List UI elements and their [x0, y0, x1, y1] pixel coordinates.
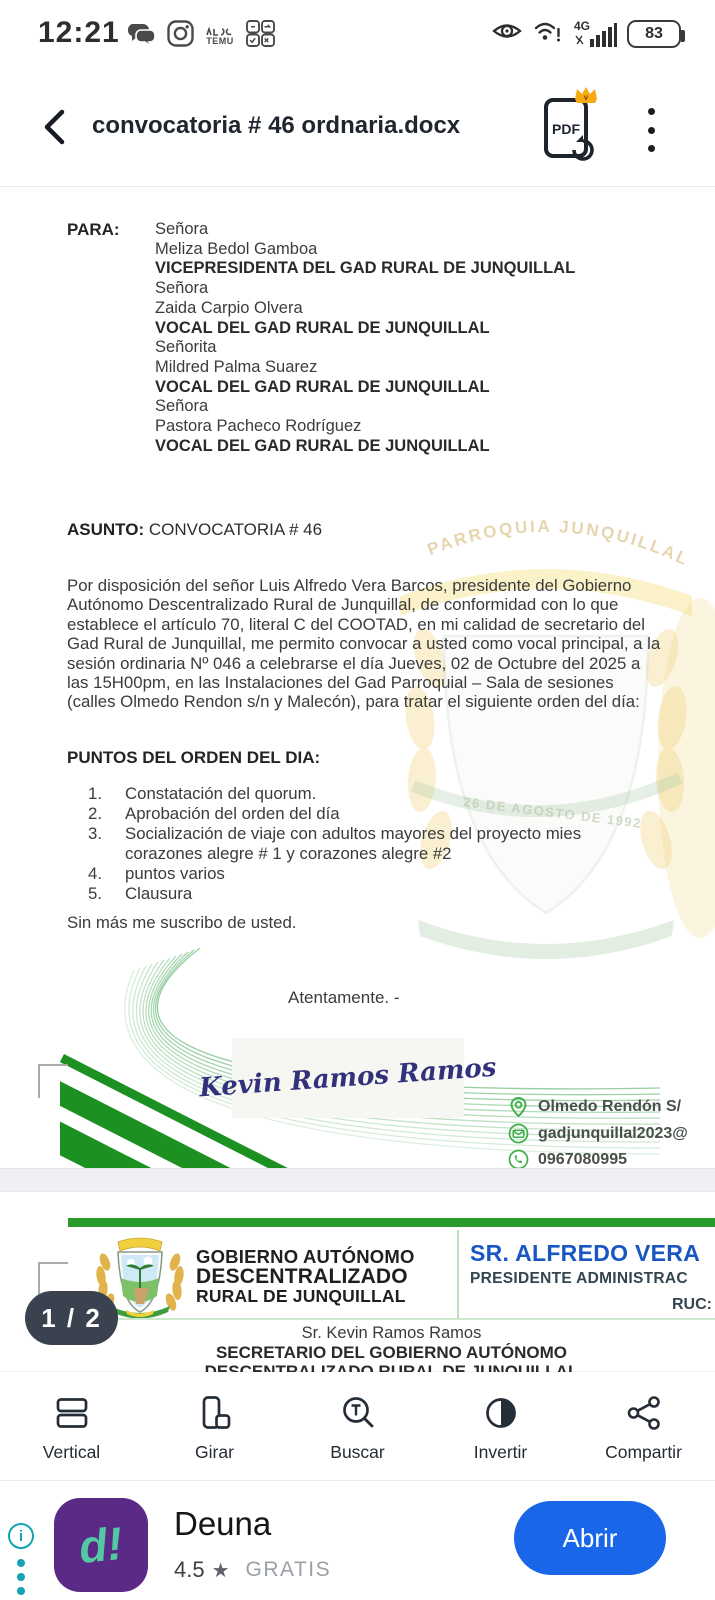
- recipient-line: Pastora Pacheco Rodríguez: [155, 417, 362, 436]
- recipient-line: Señorita: [155, 338, 217, 357]
- ad-price-label: GRATIS: [245, 1558, 332, 1581]
- deuna-logo-glyph: d!: [76, 1516, 126, 1574]
- footer-org-name: [196, 1247, 415, 1305]
- agenda-number: 5.: [88, 884, 102, 903]
- agenda-number: 2.: [88, 804, 102, 823]
- battery-level: 83: [645, 24, 663, 42]
- signature-handwriting: Kevin Ramos Ramos: [198, 1052, 498, 1104]
- wifi-icon: [533, 18, 563, 49]
- contact-phone-row: [508, 1149, 688, 1170]
- agenda-list: [88, 784, 628, 904]
- svg-text:26 DE AGOSTO DE 1992: 26 DE AGOSTO DE 1992: [462, 794, 643, 831]
- agenda-text: Constatación del quorum.: [125, 784, 317, 803]
- president-title: PRESIDENTE ADMINISTRAC: [470, 1270, 688, 1287]
- app-header: [0, 70, 715, 187]
- ad-handle-dot: [17, 1559, 25, 1567]
- eye-icon: [491, 19, 523, 48]
- toolbar-label: Compartir: [605, 1442, 682, 1462]
- salutation: Atentamente. -: [288, 988, 400, 1007]
- contact-email: gadjunquillal2023@: [538, 1124, 688, 1142]
- agenda-number: 1.: [88, 784, 102, 803]
- body-paragraph: Por disposición del señor Luis Alfredo Vera Barcos, presidente del Gobierno Autónomo Descentralizado Rural de Junquillal, de conformidad con lo que establece el artículo 70, literal C del COOTAD, en mi calidad de secretario del Gad Rural de Junquillal, me permito convocar a usted como vocal principal, a la sesión ordinaria Nº 046 a celebrarse el día Jueves, 02 de Octubre del 2025 a las 15H00pm, en las Instalaciones del Gad Parroquial – Sala de sesiones (calles Olmedo Rendon s/n y Malecón), para tratar el siguiente orden del día:: [67, 576, 661, 712]
- ad-handle-dot: [17, 1587, 25, 1595]
- menu-dot: [648, 145, 655, 152]
- toolbar-search-button[interactable]: [286, 1372, 429, 1480]
- recipient-line: Señora: [155, 397, 209, 416]
- signal-strength-icon: [573, 19, 617, 49]
- toolbar-label: Vertical: [42, 1442, 101, 1462]
- battery-nub: [681, 30, 685, 42]
- para-label: PARA:: [67, 220, 120, 239]
- footer-rule: [68, 1318, 715, 1320]
- premium-crown-badge: [574, 86, 598, 104]
- recipient-line: VICEPRESIDENTA DEL GAD RURAL DE JUNQUILLAL: [155, 259, 576, 278]
- phone-icon: [508, 1149, 529, 1170]
- agenda-item: [88, 884, 628, 904]
- org-line: RURAL DE JUNQUILLAL: [196, 1286, 406, 1306]
- toolbar-vertical-button[interactable]: [0, 1372, 143, 1480]
- textbox-corner-mark: [38, 1064, 68, 1098]
- subject-value: CONVOCATORIA # 46: [148, 520, 323, 539]
- viewer-toolbar: [0, 1372, 715, 1480]
- share-icon: [624, 1393, 664, 1433]
- chat-bubble-icon: [128, 21, 156, 52]
- contact-address-row: [508, 1096, 688, 1118]
- subject-line: [67, 520, 322, 540]
- open-app-button[interactable]: [514, 1501, 666, 1575]
- secretary-name: Sr. Kevin Ramos Ramos: [301, 1324, 482, 1342]
- recipient-line: Meliza Bedol Gamboa: [155, 239, 318, 258]
- closing-line: Sin más me suscribo de usted.: [67, 913, 297, 932]
- clock: 12:21: [38, 16, 120, 49]
- letterhead-contact-block: [508, 1096, 688, 1175]
- page-separator: [0, 1168, 715, 1192]
- agenda-text: puntos varios: [125, 864, 225, 883]
- president-name: SR. ALFREDO VERA: [470, 1240, 701, 1266]
- toolbar-share-button[interactable]: [572, 1372, 715, 1480]
- recipient-line: VOCAL DEL GAD RURAL DE JUNQUILLAL: [155, 436, 490, 455]
- back-button[interactable]: [40, 108, 70, 146]
- temu-icon: TEMU: [205, 27, 235, 46]
- agenda-item: [88, 804, 628, 824]
- rotate-icon: [195, 1393, 235, 1433]
- pdf-label: PDF: [552, 121, 580, 137]
- agenda-text: Aprobación del orden del día: [125, 804, 340, 823]
- svg-text:PARROQUIA JUNQUILLAL: PARROQUIA JUNQUILLAL: [424, 516, 693, 570]
- battery-icon: [627, 20, 681, 48]
- location-pin-icon: [508, 1096, 529, 1118]
- recipient-line: Señora: [155, 220, 209, 238]
- menu-dot: [648, 127, 655, 134]
- network-type-label: 4G: [574, 18, 591, 33]
- svg-text:v: v: [583, 93, 589, 102]
- recipient-line: Señora: [155, 279, 209, 298]
- status-icons-right: [491, 18, 681, 49]
- org-line: DESCENTRALIZADO: [196, 1265, 408, 1288]
- ad-app-name: Deuna: [174, 1505, 272, 1542]
- footer-president-block: [470, 1240, 715, 1314]
- ad-banner[interactable]: [0, 1480, 715, 1600]
- contact-phone: 0967080995: [538, 1150, 627, 1168]
- recipient-list: [155, 220, 575, 456]
- signature-image: [198, 1038, 498, 1118]
- recipient-line: Mildred Palma Suarez: [155, 357, 318, 376]
- ad-handle-dot: [17, 1573, 25, 1581]
- agenda-number: 3.: [88, 824, 102, 843]
- menu-dot: [648, 108, 655, 115]
- page-indicator: [25, 1291, 118, 1345]
- agenda-text: Socialización de viaje con adultos mayores del proyecto mies corazones alegre # 1 y corazones alegre #2: [125, 824, 582, 863]
- toolbar-rotate-button[interactable]: [143, 1372, 286, 1480]
- contact-address: Olmedo Rendón S/: [538, 1098, 682, 1115]
- org-line: GOBIERNO AUTÓNOMO: [196, 1246, 415, 1267]
- status-bar: [0, 0, 715, 70]
- overflow-menu-button[interactable]: [636, 104, 666, 156]
- ruc-label: RUC:: [672, 1296, 712, 1313]
- agenda-item: [88, 864, 628, 884]
- agenda-number: 4.: [88, 864, 102, 883]
- agenda-item: [88, 784, 628, 804]
- agenda-item: [88, 824, 628, 864]
- ad-info-icon[interactable]: i: [8, 1523, 34, 1549]
- recipient-line: Zaida Carpio Olvera: [155, 298, 303, 317]
- star-icon: ★: [211, 1559, 230, 1582]
- secretary-title: SECRETARIO DEL GOBIERNO AUTÓNOMO: [215, 1343, 568, 1362]
- footer-divider: [457, 1230, 459, 1318]
- page-indicator-label: 1 / 2: [41, 1302, 102, 1333]
- deuna-app-icon[interactable]: [54, 1498, 148, 1592]
- search-text-icon: [338, 1393, 378, 1433]
- instagram-icon: [167, 20, 194, 52]
- subject-label: ASUNTO:: [67, 520, 145, 539]
- ad-meta-row: [174, 1557, 331, 1583]
- agenda-text: Clausura: [125, 884, 193, 903]
- recipient-line: VOCAL DEL GAD RURAL DE JUNQUILLAL: [155, 377, 490, 396]
- contact-email-row: [508, 1123, 688, 1144]
- toolbar-invert-button[interactable]: [429, 1372, 572, 1480]
- open-app-label: Abrir: [562, 1522, 618, 1553]
- recipient-line: VOCAL DEL GAD RURAL DE JUNQUILLAL: [155, 318, 490, 337]
- agenda-title: PUNTOS DEL ORDEN DEL DIA:: [67, 748, 321, 767]
- ad-rating: 4.5: [174, 1557, 205, 1582]
- toolbar-label: Girar: [195, 1442, 234, 1462]
- document-title: convocatoria # 46 ordnaria.docx: [92, 112, 461, 139]
- notification-icons: [128, 20, 275, 52]
- toolbar-label: Invertir: [473, 1442, 528, 1462]
- email-icon: [508, 1123, 529, 1144]
- toolbar-label: Buscar: [330, 1442, 385, 1462]
- vertical-scroll-icon: [52, 1393, 92, 1433]
- footer-green-bar: [68, 1218, 715, 1227]
- invert-colors-icon: [481, 1393, 521, 1433]
- mini-app-grid-icon: [246, 20, 275, 52]
